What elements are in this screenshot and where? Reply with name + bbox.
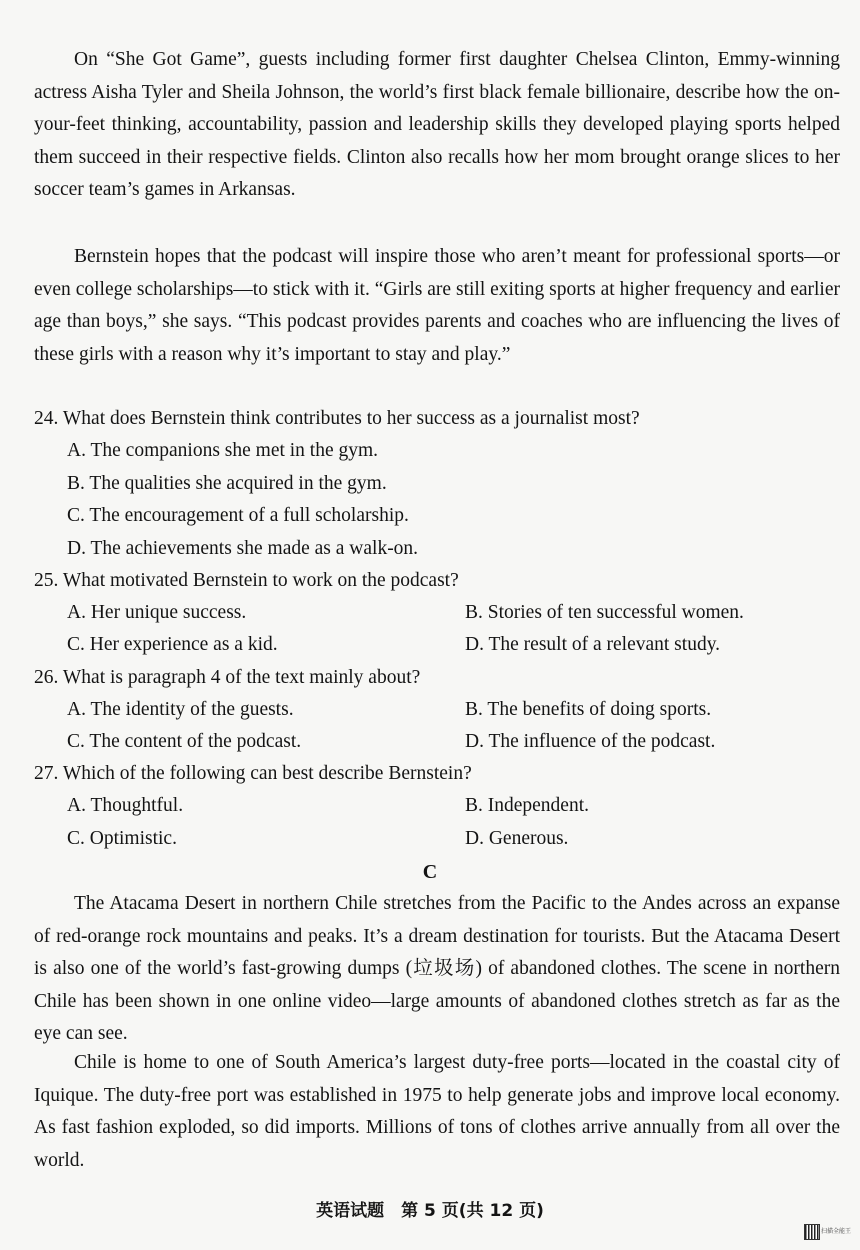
question-25-option-d: D. The result of a relevant study. bbox=[465, 634, 721, 655]
question-27-option-b: B. Independent. bbox=[465, 795, 590, 816]
scanner-watermark: 扫描全能王 bbox=[821, 1228, 852, 1235]
question-25-option-b: B. Stories of ten successful women. bbox=[465, 602, 744, 623]
question-27-option-a: A. Thoughtful. bbox=[67, 795, 184, 816]
question-24-option-a: A. The companions she met in the gym. bbox=[67, 440, 379, 461]
question-26-stem: 26. What is paragraph 4 of the text mainly about? bbox=[34, 667, 421, 688]
question-24-option-c: C. The encouragement of a full scholarship. bbox=[67, 505, 409, 526]
question-26-option-b: B. The benefits of doing sports. bbox=[465, 699, 712, 720]
page-footer: 英语试题 第 5 页(共 12 页) bbox=[316, 1201, 544, 1221]
qr-code-icon bbox=[804, 1224, 820, 1240]
question-26-option-d: D. The influence of the podcast. bbox=[465, 731, 716, 752]
section-heading-c: C bbox=[422, 861, 438, 883]
question-26-option-a: A. The identity of the guests. bbox=[67, 699, 294, 720]
question-27-option-d: D. Generous. bbox=[465, 828, 569, 849]
question-26-option-c: C. The content of the podcast. bbox=[67, 731, 302, 752]
question-24-option-d: D. The achievements she made as a walk-on. bbox=[67, 538, 419, 559]
question-25-stem: 25. What motivated Bernstein to work on the podcast? bbox=[34, 570, 459, 591]
question-25-option-a: A. Her unique success. bbox=[67, 602, 247, 623]
question-24-option-b: B. The qualities she acquired in the gym. bbox=[67, 473, 387, 494]
question-27-option-c: C. Optimistic. bbox=[67, 828, 177, 849]
question-24-stem: 24. What does Bernstein think contributes to her success as a journalist most? bbox=[34, 408, 640, 429]
question-25-option-c: C. Her experience as a kid. bbox=[67, 634, 278, 655]
passage-c-paragraph-2: Chile is home to one of South America’s largest duty-free ports—located in the coastal city of Iquique. The duty-free port was established in 1975 to help generate jobs and improve local economy. As fast fashion exploded, so did imports. Millions of tons of clothes arrive annually from all over the world. bbox=[34, 1052, 840, 1171]
passage-paragraph-4: Bernstein hopes that the podcast will inspire those who aren’t meant for professional sports—or even college scholarships—to stick with it. “Girls are still exiting sports at higher frequency and earlier age than boys,” she says. “This podcast provides parents and coaches who are influencing the lives of these girls with a reason why it’s important to stay and play.” bbox=[34, 246, 840, 365]
question-27-stem: 27. Which of the following can best describe Bernstein? bbox=[34, 763, 472, 784]
passage-c-paragraph-1: The Atacama Desert in northern Chile stretches from the Pacific to the Andes across an expanse of red-orange rock mountains and peaks. It’s a dream destination for tourists. But the Atacama Desert is also one of the world’s fast-growing dumps (垃圾场) of abandoned clothes. The scene in northern Chile has been shown in one online video—large amounts of abandoned clothes stretch as far as the eye can see. bbox=[34, 893, 840, 1045]
passage-paragraph-3: On “She Got Game”, guests including former first daughter Chelsea Clinton, Emmy-winning actress Aisha Tyler and Sheila Johnson, the world’s first black female billionaire, describe how the on-your-feet thinking, accountability, passion and leadership skills they developed playing sports helped them succeed in their respective fields. Clinton also recalls how her mom brought orange slices to her soccer team’s games in Arkansas. bbox=[34, 49, 840, 201]
